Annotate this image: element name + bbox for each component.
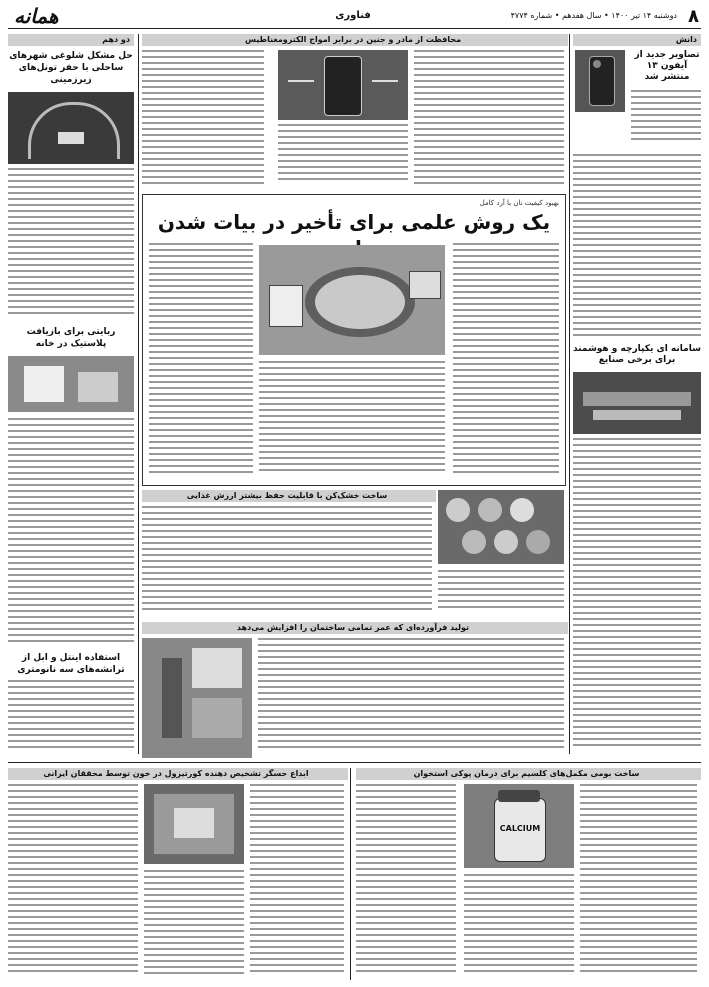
concrete-headline: تولید فرآورده‌ای که عمر تمامی ساختمان را افزایش می‌دهد <box>142 622 568 634</box>
sensor-photo <box>144 784 244 864</box>
top-story-headline: محافظت از مادر و جنین در برابر امواج الکترومغناطیس <box>142 34 568 46</box>
left-column-label: دو دهم <box>8 34 134 46</box>
construction-photo <box>142 638 252 758</box>
newspaper-logo: همانه <box>14 4 59 28</box>
calcium-photo <box>464 784 574 868</box>
newspaper-page <box>8 4 701 983</box>
tunnel-headline: حل مشکل شلوغی شهرهای ساحلی با حفر تونل‌های زیرزمینی <box>9 51 133 85</box>
section-name: فناوری <box>335 10 371 21</box>
factory-photo <box>573 372 701 434</box>
tunnel-photo <box>8 92 134 164</box>
plastic-robot-photo <box>8 356 134 412</box>
dryer-headline: ساخت خشک‌کن با قابلیت حفظ بیشتر ارزش غذایی <box>142 490 436 502</box>
bread-kicker: بهبود کیفیت نان با آرد کامل <box>479 199 559 207</box>
masthead <box>8 4 701 29</box>
bread-photo <box>259 245 445 355</box>
iphone-headline: تصاویر جدید از آیفون ۱۳ منتشر شد <box>634 50 700 82</box>
right-column-label: دانش <box>573 34 701 46</box>
dried-fruit-photo <box>438 490 564 564</box>
bread-feature <box>142 194 566 486</box>
cortisol-headline: ابداع حسگر تشخیص دهنده کورتیزول در خون توسط محققان ایرانی <box>8 768 348 780</box>
smart-system-headline: سامانه ای یکپارچه و هوشمند برای برخی صنایع <box>573 344 701 365</box>
plastic-robot-headline: ربایتی برای بازیافت پلاستیک در خانه <box>26 327 116 349</box>
calcium-headline: ساخت بومی مکمل‌های کلسیم برای درمان پوکی استخوان <box>356 768 701 780</box>
iphone-photo <box>575 50 625 112</box>
dateline: دوشنبه ۱۴ تیر ۱۴۰۰ • سال هفدهم • شماره ۴۷۷۴ <box>510 11 677 20</box>
calcium-bottle-label: CALCIUM <box>499 824 541 833</box>
page-number: ۸ <box>688 6 699 27</box>
intel-apple-headline: استفاده اینتل و ابل از ترانشه‌های سه نانومتری <box>17 653 125 675</box>
bread-headline: یک روش علمی برای تأخیر در بیات شدن <box>157 210 551 234</box>
phone-radiation-photo <box>278 50 408 120</box>
left-column <box>8 34 134 754</box>
right-column <box>573 34 701 754</box>
